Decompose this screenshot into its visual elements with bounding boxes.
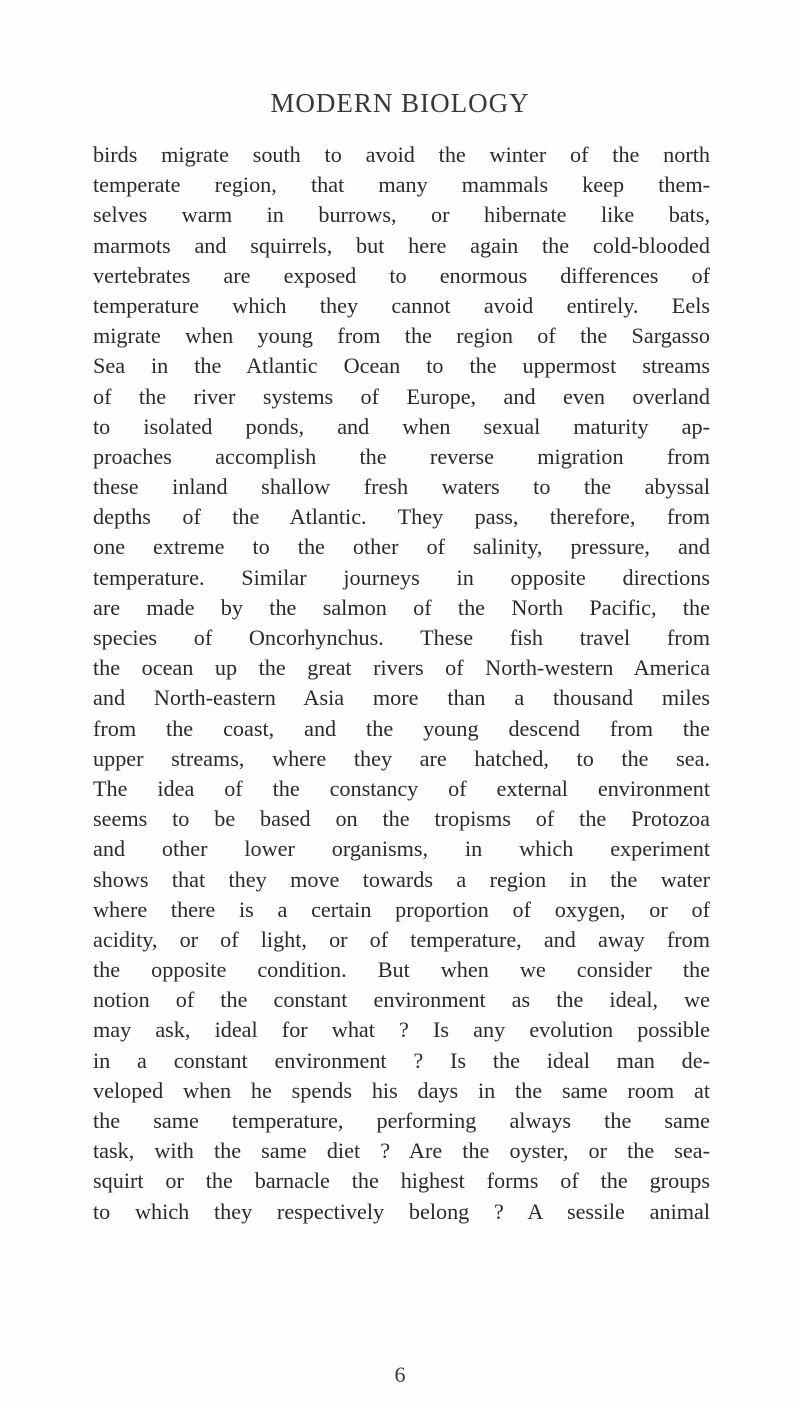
text-line: temperature which they cannot avoid entirely. Eels: [93, 292, 710, 318]
text-line: to which they respectively belong ? A sessile animal: [93, 1198, 710, 1224]
text-line: proaches accomplish the reverse migration from: [93, 443, 710, 469]
text-line: of the river systems of Europe, and even overland: [93, 383, 710, 409]
text-line: migrate when young from the region of the Sargasso: [93, 323, 710, 349]
text-line: are made by the salmon of the North Pacific, the: [93, 594, 710, 620]
text-line: marmots and squirrels, but here again the cold-blooded: [93, 232, 710, 258]
text-line: temperate region, that many mammals keep them-: [93, 172, 710, 198]
text-line: may ask, ideal for what ? Is any evolution possible: [93, 1017, 710, 1043]
text-line: shows that they move towards a region in the water: [93, 866, 710, 892]
text-line: species of Oncorhynchus. These fish travel from: [93, 625, 710, 650]
text-line: and North-eastern Asia more than a thousand miles: [93, 685, 710, 711]
text-line: to isolated ponds, and when sexual maturity ap-: [93, 413, 710, 439]
text-line: task, with the same diet ? Are the oyster, or the sea-: [93, 1138, 710, 1164]
text-line: vertebrates are exposed to enormous differences of: [93, 262, 710, 288]
text-line: the same temperature, performing always the same: [93, 1108, 710, 1133]
text-line: Sea in the Atlantic Ocean to the uppermost streams: [93, 353, 710, 379]
text-line: one extreme to the other of salinity, pressure, and: [93, 534, 710, 560]
text-line: veloped when he spends his days in the same room at: [93, 1077, 710, 1103]
text-line: The idea of the constancy of external environment: [93, 775, 710, 801]
running-head: MODERN BIOLOGY: [270, 88, 530, 118]
text-line: the opposite condition. But when we consider the: [93, 957, 710, 983]
text-line: squirt or the barnacle the highest forms of the groups: [93, 1168, 710, 1194]
text-line: birds migrate south to avoid the winter of the north: [93, 142, 710, 167]
text-line: in a constant environment ? Is the ideal man de-: [93, 1047, 710, 1073]
text-line: depths of the Atlantic. They pass, therefore, from: [93, 504, 710, 530]
text-line: selves warm in burrows, or hibernate like bats,: [93, 202, 710, 228]
text-line: temperature. Similar journeys in opposite directions: [93, 564, 710, 590]
text-line: the ocean up the great rivers of North-western America: [93, 655, 710, 681]
text-line: where there is a certain proportion of oxygen, or of: [93, 896, 710, 922]
body-text: [93, 140, 710, 1227]
text-line: seems to be based on the tropisms of the Protozoa: [93, 806, 710, 832]
text-line: notion of the constant environment as the ideal, we: [93, 987, 710, 1013]
text-line: upper streams, where they are hatched, to the sea.: [93, 745, 710, 771]
text-line: acidity, or of light, or of temperature, and away from: [93, 926, 710, 952]
text-line: these inland shallow fresh waters to the abyssal: [93, 474, 710, 500]
text-line: and other lower organisms, in which experiment: [93, 836, 710, 862]
page-number: 6: [394, 1362, 406, 1387]
text-line: from the coast, and the young descend from the: [93, 715, 710, 741]
